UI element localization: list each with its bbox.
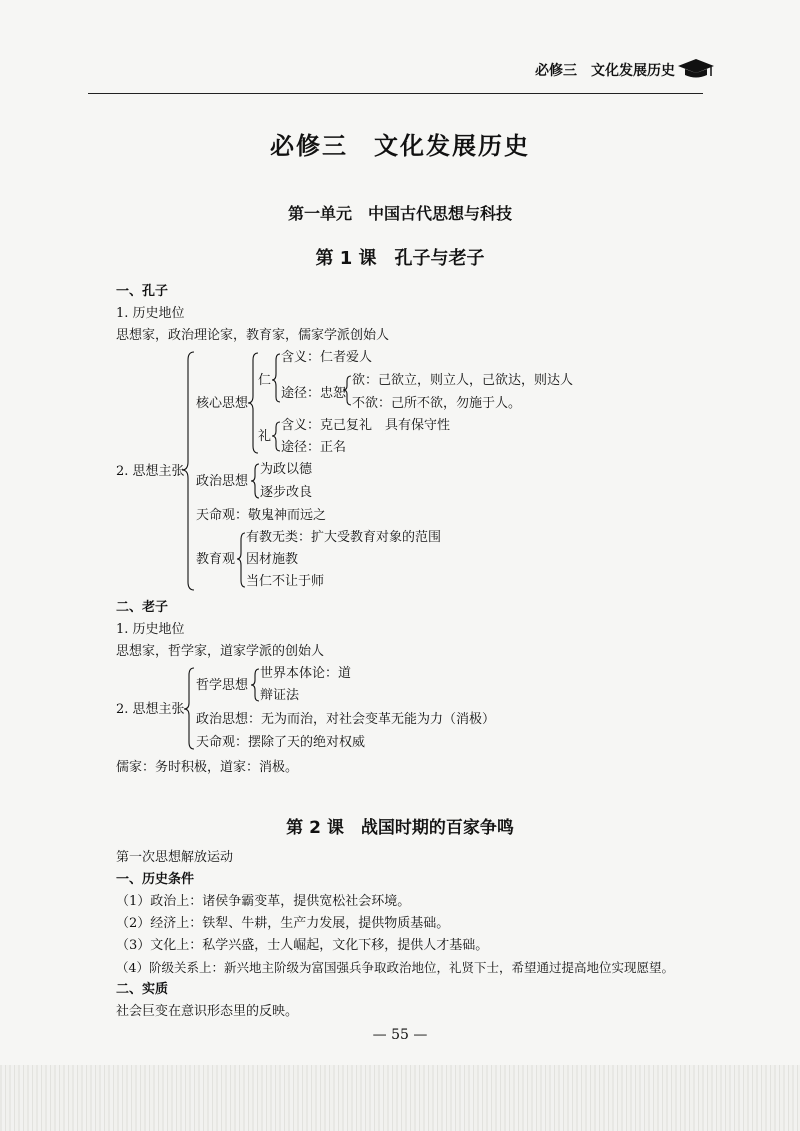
li-label: 礼 [258, 429, 272, 444]
philosophy-label: 哲学思想 [196, 678, 249, 693]
edu-item-1: 有教无类：扩大受教育对象的范围 [246, 530, 442, 545]
confucius-thought-label: 2. 思想主张 [116, 464, 185, 479]
politics-item-1: 为政以德 [260, 462, 313, 477]
lesson2-intro: 第一次思想解放运动 [116, 850, 234, 865]
edu-item-3: 当仁不让于师 [246, 574, 325, 589]
ren-buyu: 不欲：己所不欲，勿施于人。 [352, 396, 522, 411]
tianming: 天命观：敬鬼神而远之 [196, 508, 327, 523]
brace-ren [272, 354, 280, 402]
politics-label: 政治思想 [196, 474, 249, 489]
page-number: — 55 — [372, 1027, 428, 1043]
main-title: 必修三 文化发展历史 [270, 132, 530, 160]
ren-label: 仁 [258, 373, 272, 388]
philosophy-item-2: 辩证法 [260, 688, 300, 703]
brace-education [237, 533, 245, 587]
laozi-summary: 儒家：务时积极，道家：消极。 [116, 760, 299, 775]
confucius-history-text: 思想家，政治理论家，教育家，儒家学派创始人 [116, 328, 390, 343]
brace-philosophy [251, 669, 259, 701]
li-meaning: 含义：克己复礼 具有保守性 [281, 418, 451, 433]
condition-2: （2）经济上：铁犁、牛耕，生产力发展，提供物质基础。 [116, 916, 450, 931]
unit-title: 第一单元 中国古代思想与科技 [287, 204, 512, 223]
laozi-thought-label: 2. 思想主张 [116, 702, 185, 717]
ren-meaning: 含义：仁者爱人 [281, 350, 373, 365]
laozi-tianming: 天命观：摆除了天的绝对权威 [196, 735, 366, 750]
laozi-heading: 二、老子 [116, 600, 169, 615]
brace-core-thought [248, 353, 258, 453]
lesson2-title: 第 2 课 战国时期的百家争鸣 [286, 818, 514, 838]
core-thought-label: 核心思想 [196, 396, 249, 411]
edu-label: 教育观 [196, 552, 236, 567]
brace-li [272, 422, 280, 451]
conditions-heading: 一、历史条件 [116, 872, 195, 887]
li-way: 途径：正名 [281, 440, 347, 455]
ren-yu: 欲：己欲立，则立人，己欲达，则达人 [352, 373, 574, 388]
condition-3: （3）文化上：私学兴盛，士人崛起，文化下移，提供人才基础。 [116, 938, 489, 953]
essence-heading: 二、实质 [116, 982, 169, 997]
lesson1-title: 第 1 课 孔子与老子 [315, 248, 485, 269]
laozi-history-text: 思想家，哲学家，道家学派的创始人 [116, 644, 325, 659]
politics-item-2: 逐步改良 [260, 485, 313, 500]
running-header: 必修三 文化发展历史 [535, 63, 675, 79]
condition-1: （1）政治上：诸侯争霸变革，提供宽松社会环境。 [116, 894, 411, 909]
scan-noise [0, 1065, 800, 1131]
laozi-politics: 政治思想：无为而治，对社会变革无能为力（消极） [196, 712, 496, 727]
brace-zhongshu [343, 376, 351, 405]
edu-item-2: 因材施教 [246, 552, 299, 567]
condition-4: （4）阶级关系上：新兴地主阶级为富国强兵争取政治地位，礼贤下士，希望通过提高地位实现愿望。 [116, 960, 674, 975]
confucius-history-label: 1. 历史地位 [116, 306, 185, 321]
essence-text: 社会巨变在意识形态里的反映。 [116, 1004, 299, 1019]
confucius-heading: 一、孔子 [116, 284, 169, 299]
brace-politics [251, 464, 259, 498]
brace-laozi-thought [184, 668, 194, 749]
brace-confucius-thought [182, 352, 194, 590]
laozi-history-label: 1. 历史地位 [116, 622, 185, 637]
ren-way-label: 途径：忠恕 [281, 386, 347, 401]
philosophy-item-1: 世界本体论：道 [260, 666, 352, 681]
